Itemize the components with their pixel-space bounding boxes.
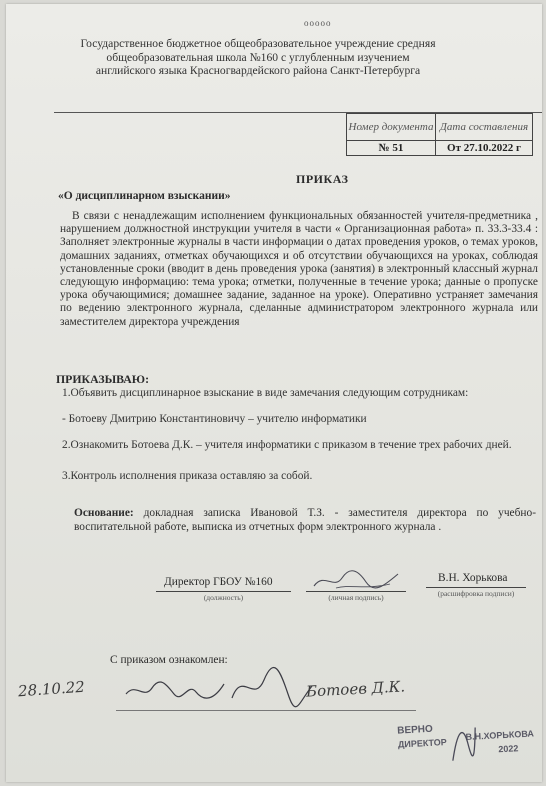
stamp-signature — [447, 719, 479, 767]
header-dots: ооооо — [304, 18, 332, 28]
signatory-position: Директор ГБОУ №160 — [164, 576, 273, 588]
header-line-2: общеобразовательная школа №160 с углубленным изучением — [106, 50, 410, 64]
stamp-text-2: ДИРЕКТОР — [397, 737, 448, 750]
date-value: От 27.10.2022 г — [436, 141, 533, 156]
document-sheet — [6, 4, 542, 782]
name-underline — [426, 587, 526, 588]
signature-underline — [306, 591, 406, 592]
signatory-name: В.Н. Хорькова — [438, 572, 508, 584]
order-heading: ПРИКАЗЫВАЮ: — [56, 372, 150, 386]
acquaintance-underline — [116, 710, 416, 711]
document-body: В связи с ненадлежащим исполнением функциональных обязанностей учителя-предметника , нарушением должностной инструкции учителя в части « Организационная работа» п. 33.3-33.4 : Заполняет электронные журналы в части информации о датах проведения уроков, о темах уроков, домашних заданиях, отметках обучающихся и об отсутствии обучающихся на уроках, соблюдая установленные сроки (вводит в день проведения урока (занятия) в электронный классный журнал следующую информацию: тема урока; отметки, полученные в течение урока; данные о пропуске урока обучающимися; домашнее задание, заданное на уроке). Оперативно устраняет замечания по ведению электронного журнала, сделанные администратором электронного журнала или заместителем директора учреждения — [60, 210, 538, 328]
director-signature — [306, 564, 414, 594]
certification-stamp — [397, 716, 535, 771]
basis-paragraph — [74, 507, 536, 534]
acquainted-label: С приказом ознакомлен: — [110, 654, 228, 666]
header-line-1: Государственное бюджетное общеобразовательное учреждение средняя — [80, 37, 436, 50]
position-underline — [156, 591, 291, 592]
order-item-2: 2.Ознакомить Ботоева Д.К. – учителя информатики с приказом в течение трех рабочих дней. — [62, 439, 512, 451]
signature-caption: (личная подпись) — [328, 593, 384, 602]
order-item-3: 3.Контроль исполнения приказа оставляю за собой. — [62, 470, 313, 482]
order-item-1-person: - Ботоеву Дмитрию Константиновичу – учителю информатики — [62, 413, 367, 425]
document-title: ПРИКАЗ — [296, 172, 349, 186]
stamp-text-1: ВЕРНО — [396, 723, 434, 737]
stamp-name: В.Н.ХОРЬКОВА — [465, 728, 535, 743]
number-label: Номер документа — [347, 114, 436, 141]
basis-text: докладная записка Ивановой Т.З. - заместителя директора по учебно-воспитательной работе, выписка из отчетных форм электронного журнала . — [74, 507, 536, 533]
basis-label: Основание: — [74, 507, 134, 519]
order-item-1: 1.Объявить дисциплинарное взыскание в виде замечания следующим сотрудникам: — [62, 387, 469, 399]
handwritten-date: 28.10.22 — [17, 677, 86, 701]
stamp-year: 2022 — [498, 743, 519, 755]
header-line-3: английского языка Красногвардейского района Санкт-Петербурга — [95, 64, 421, 77]
number-value: № 51 — [347, 141, 436, 156]
school-header — [58, 37, 458, 78]
handwritten-name: Ботоев Д.К. — [305, 677, 406, 701]
position-caption: (должность) — [203, 593, 244, 602]
document-number-table — [346, 113, 533, 156]
document-subject: «О дисциплинарном взыскании» — [58, 190, 231, 202]
date-label: Дата составления — [436, 114, 533, 141]
name-caption: (расшифровка подписи) — [437, 589, 515, 598]
